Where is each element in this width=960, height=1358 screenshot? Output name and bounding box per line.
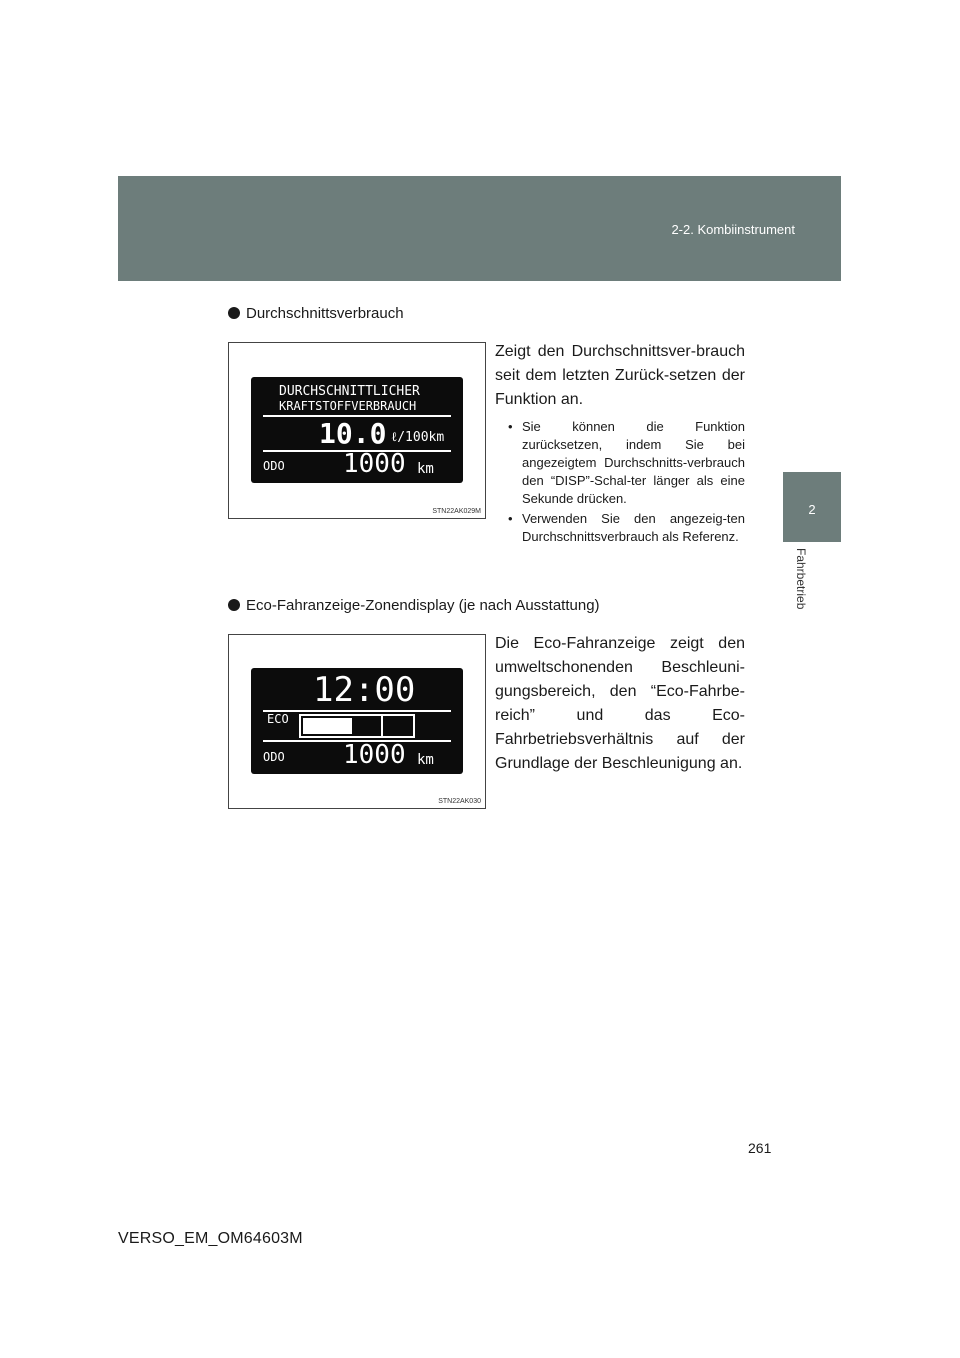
lcd-title-line2: KRAFTSTOFFVERBRAUCH	[279, 399, 417, 413]
section1-notes	[508, 418, 745, 548]
figure-code: STN22AK029M	[432, 508, 481, 515]
section2-heading-text: Eco-Fahranzeige-Zonendisplay (je nach Ausstattung)	[246, 597, 600, 614]
lcd-odo-label: ODO	[263, 459, 285, 473]
figure-average-consumption	[228, 342, 486, 519]
lcd-clock: 12:00	[313, 670, 416, 710]
section-title: 2-2. Kombiinstrument	[671, 222, 795, 237]
document-code: VERSO_EM_OM64603M	[118, 1230, 303, 1247]
bullet-icon: •	[508, 511, 513, 526]
note-text: Verwenden Sie den angezeig-ten Durchschnittsverbrauch als Referenz.	[522, 511, 745, 544]
eco-zone-fill	[303, 718, 352, 734]
lcd-eco-label: ECO	[267, 712, 289, 726]
figure-eco-display	[228, 634, 486, 809]
section1-description: Zeigt den Durchschnittsver-brauch seit dem letzten Zurück-setzen der Funktion an.	[495, 343, 745, 408]
lcd-consumption-value: 10.0	[319, 417, 387, 450]
chapter-label: Fahrbetrieb	[794, 548, 808, 610]
eco-zone-divider	[381, 716, 383, 736]
section1-heading-text: Durchschnittsverbrauch	[246, 305, 404, 322]
lcd-odo-value: 1000	[343, 740, 406, 770]
page-number: 261	[748, 1140, 772, 1156]
lcd-display	[251, 377, 463, 483]
bullet-icon	[228, 599, 240, 611]
section1-heading	[228, 305, 404, 322]
lcd-display	[251, 668, 463, 774]
note-item	[508, 510, 745, 546]
note-item	[508, 418, 745, 508]
chapter-tab	[783, 472, 841, 542]
lcd-odo-value: 1000	[343, 449, 406, 479]
section2-heading	[228, 597, 600, 614]
chapter-number: 2	[808, 502, 816, 517]
lcd-odo-unit: km	[417, 752, 434, 768]
lcd-odo-label: ODO	[263, 750, 285, 764]
header-band	[118, 176, 841, 281]
bullet-icon	[228, 307, 240, 319]
figure-code: STN22AK030	[438, 798, 481, 805]
lcd-divider	[263, 710, 451, 712]
lcd-odo-unit: km	[417, 461, 434, 477]
eco-zone-bar	[299, 714, 415, 738]
lcd-consumption-unit: ℓ/100km	[391, 430, 445, 445]
note-text: Sie können die Funktion zurücksetzen, indem Sie bei angezeigtem Durchschnitts-verbrauch den “DISP”-Schal-ter länger als eine Sekunde drücken.	[522, 419, 745, 506]
section2-description: Die Eco-Fahranzeige zeigt den umweltschonenden Beschleuni-gungsbereich, den “Eco-Fahrbe-reich” und das Eco-Fahrbetriebsverhältnis auf der Grundlage der Beschleunigung an.	[495, 635, 745, 772]
lcd-title-line1: DURCHSCHNITTLICHER	[279, 384, 420, 399]
bullet-icon: •	[508, 419, 513, 434]
